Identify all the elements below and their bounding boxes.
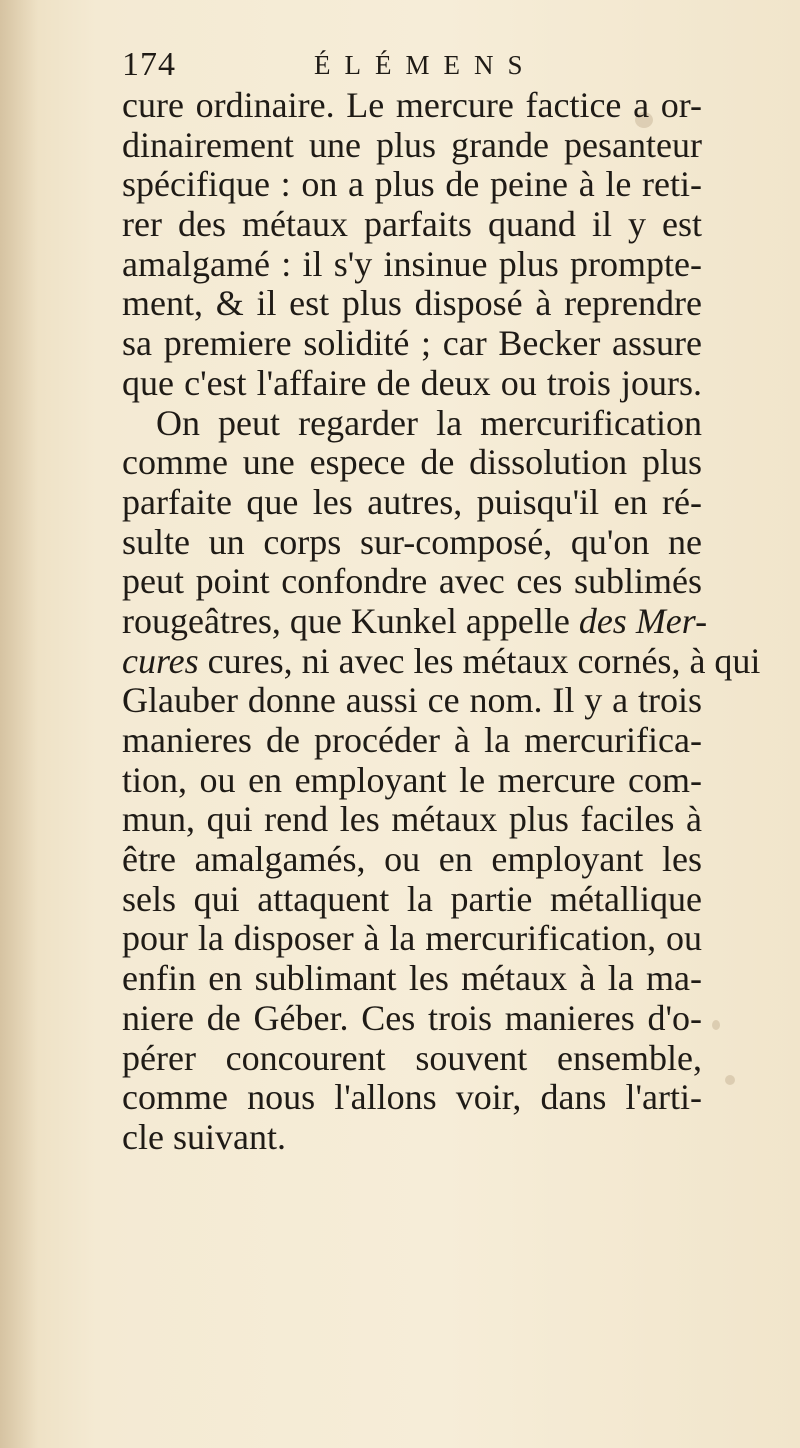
text-line-with-italic [122,600,708,642]
text-line: rer des métaux parfaits quand il y est [122,204,702,245]
text-fragment: cures, ni avec les métaux cornés, à qui [207,640,761,681]
italic-fragment: cures [122,640,199,681]
text-line: tion, ou en employant le mercure com- [122,759,702,800]
text-line: comme une espece de dissolution plus [122,442,702,483]
text-line: On peut regarder la mercurification [156,402,702,443]
text-line: que c'est l'affaire de deux ou trois jours. [122,362,702,403]
text-line: pour la disposer à la mercurification, ou [122,918,702,959]
paper-stain [725,1075,735,1085]
text-line: être amalgamés, ou en employant les [122,839,702,880]
page-number: 174 [122,46,176,83]
paper-stain [712,1020,720,1030]
text-line: amalgamé : il s'y insinue plus prompte- [122,243,702,284]
text-line: enfin en sublimant les métaux à la ma- [122,958,702,999]
text-line: pérer concourent souvent ensemble, [122,1037,702,1078]
text-line: spécifique : on a plus de peine à le reti- [122,164,702,205]
text-fragment: rougeâtres, que Kunkel appelle [122,600,570,641]
text-line: comme nous l'allons voir, dans l'arti- [122,1077,702,1118]
running-head: ÉLÉMENS [314,50,537,80]
text-line: ment, & il est plus disposé à reprendre [122,283,702,324]
text-line: manieres de procéder à la mercurifica- [122,720,702,760]
text-line: mun, qui rend les métaux plus faciles à [122,799,702,840]
page-header [122,40,682,90]
text-line: parfaite que les autres, puisqu'il en ré- [122,481,702,522]
text-line: sels qui attaquent la partie métallique [122,878,702,919]
text-line: sa premiere solidité ; car Becker assure [122,323,702,364]
text-line-last: cle suivant. [122,1116,286,1157]
text-line: peut point confondre avec ces sublimés [122,561,702,602]
body-text [122,85,761,1158]
text-line: niere de Géber. Ces trois manieres d'o- [122,997,702,1038]
text-line: dinairement une plus grande pesanteur [122,124,702,165]
text-line: Glauber donne aussi ce nom. Il y a trois [122,680,702,721]
text-line: sulte un corps sur-composé, qu'on ne [122,521,702,562]
text-line-with-italic [122,640,761,682]
italic-fragment: des Mer- [578,600,708,641]
text-line: cure ordinaire. Le mercure factice a or- [122,85,702,125]
